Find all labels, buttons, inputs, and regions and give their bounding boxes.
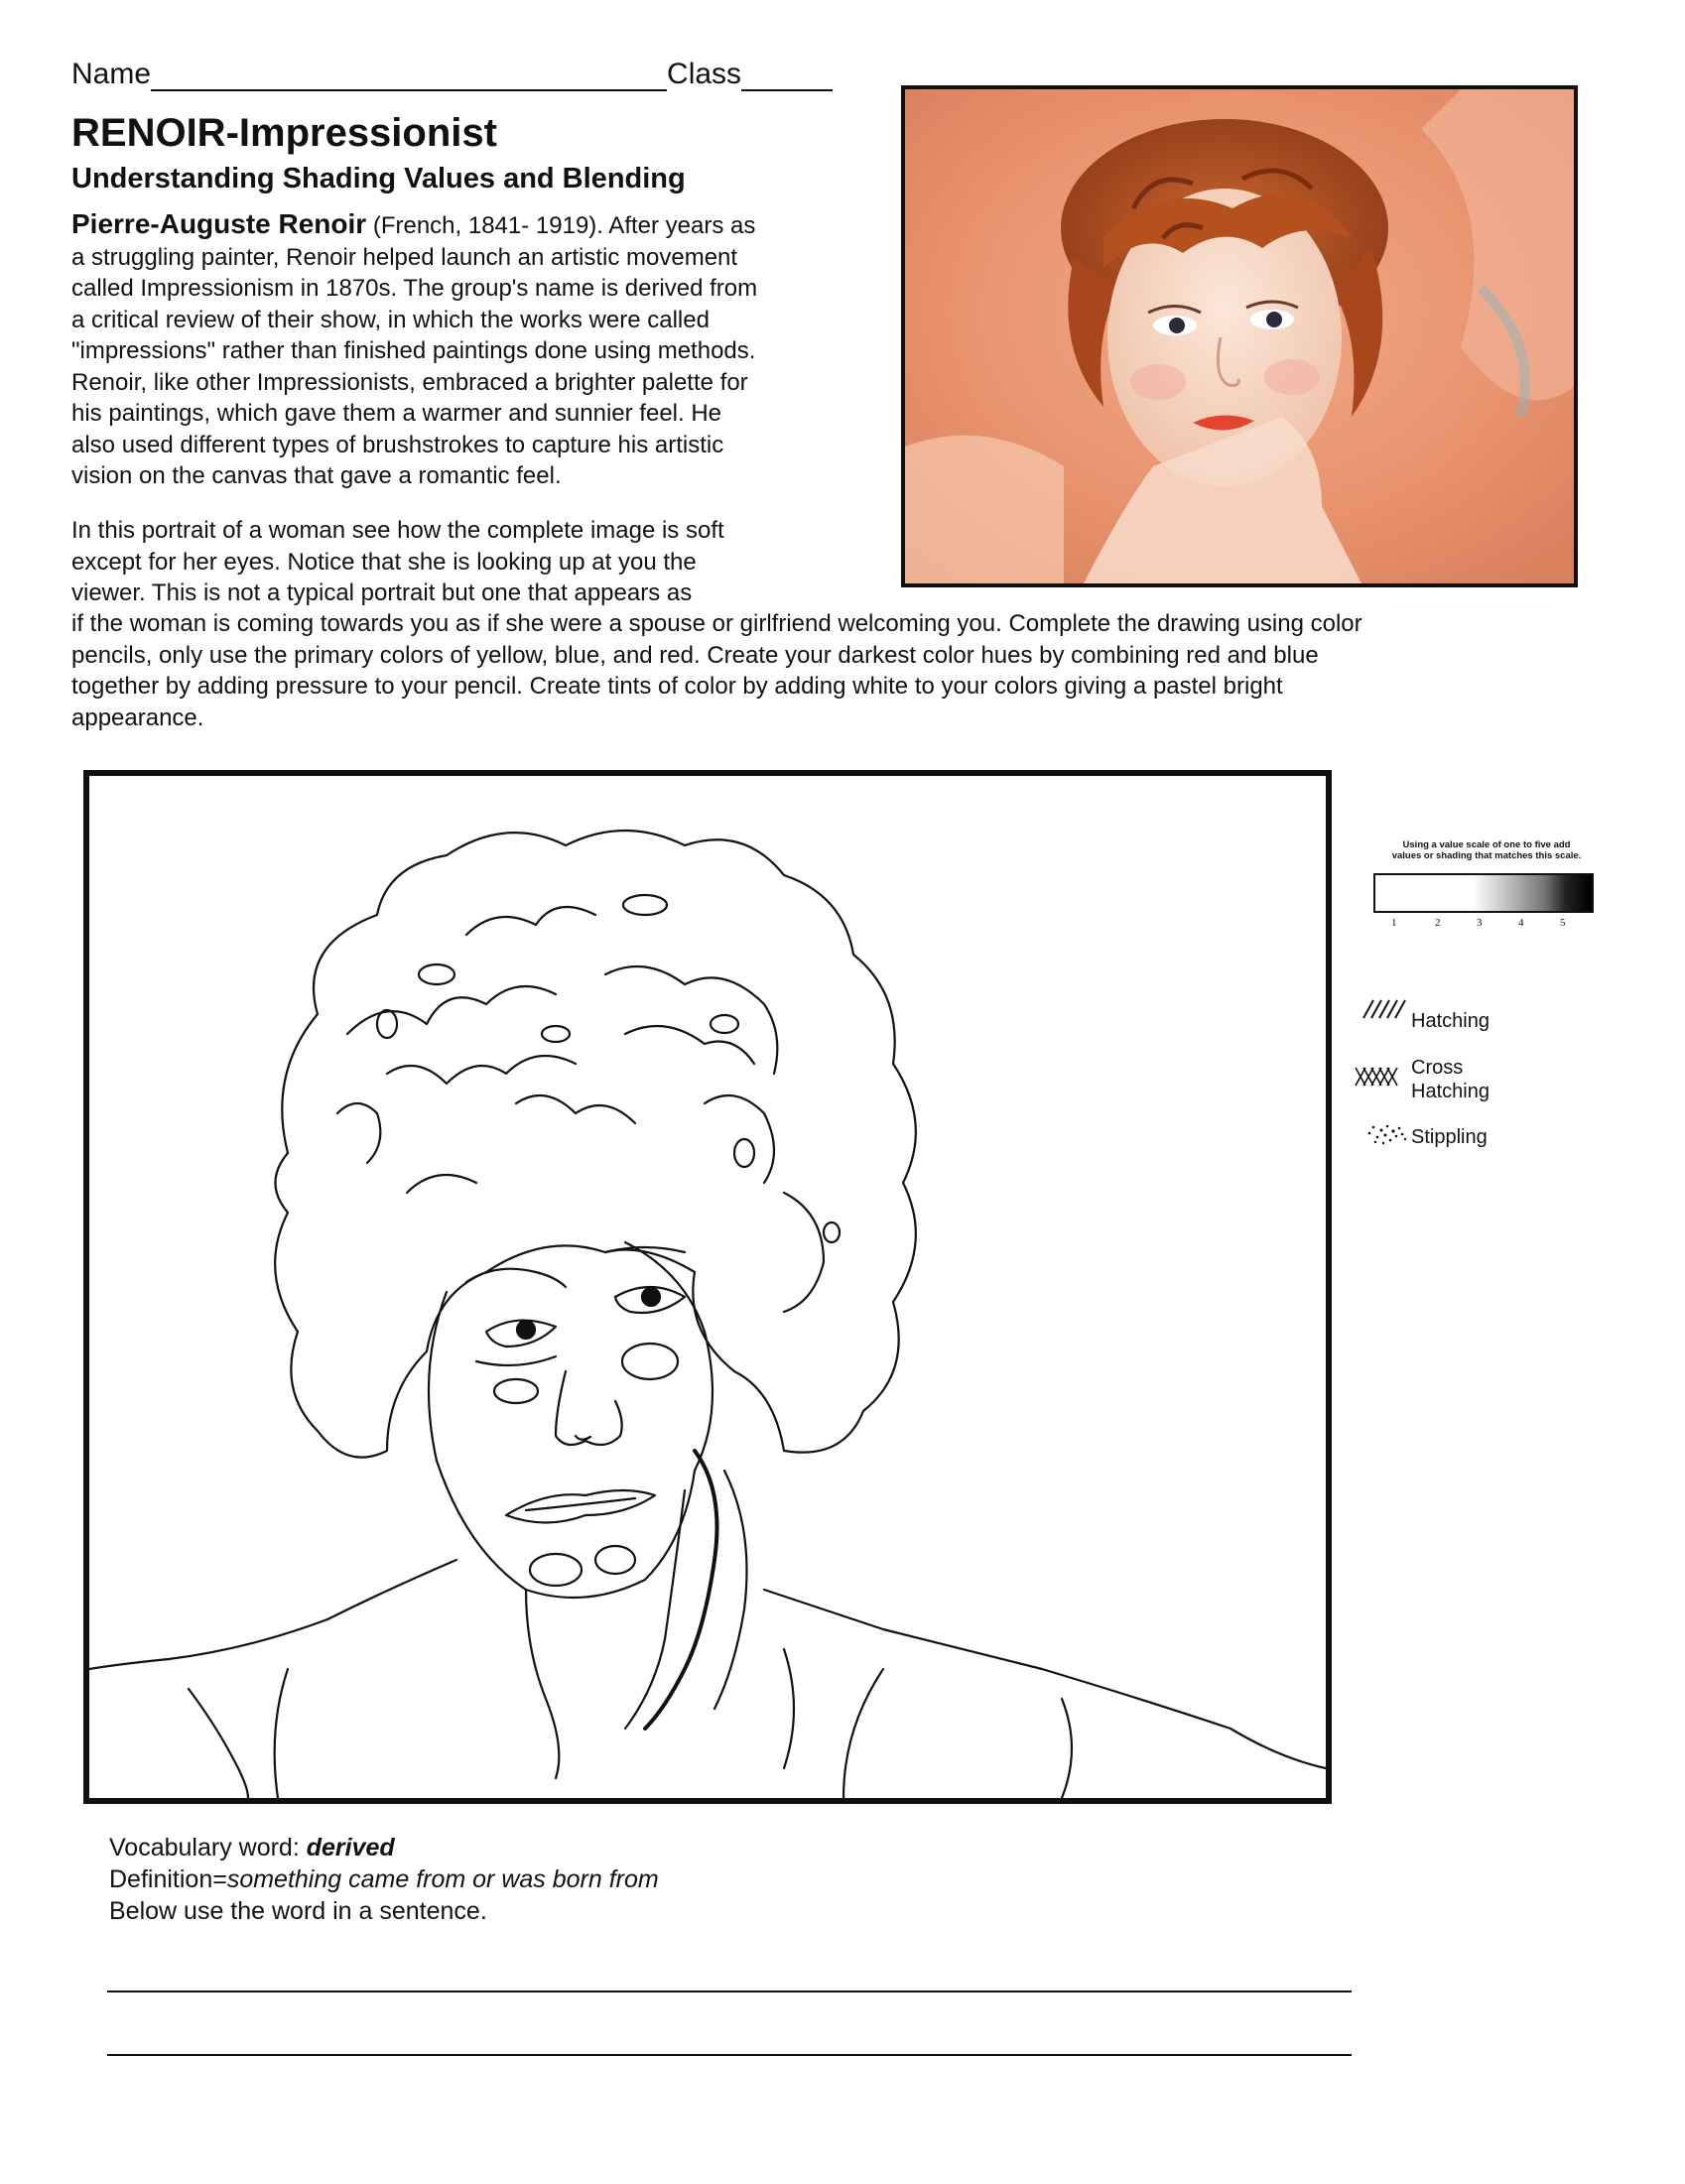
intro-line: also used different types of brushstrokes to capture his artistic (71, 431, 724, 458)
instruction-line: viewer. This is not a typical portrait but one that appears as (71, 579, 693, 606)
name-field[interactable] (151, 60, 667, 91)
answer-line-1[interactable] (107, 1991, 1352, 1992)
painting-image (905, 89, 1574, 583)
instruction-line: except for her eyes. Notice that she is looking up at you the (71, 548, 697, 576)
definition-label: Definition= (109, 1865, 227, 1893)
coloring-drawing[interactable] (83, 770, 1332, 1804)
intro-line: a struggling painter, Renoir helped launch an artistic movement (71, 243, 738, 271)
name-class-header (71, 58, 833, 91)
value-scale-number: 4 (1518, 917, 1524, 929)
vocabulary-word-line (109, 1834, 395, 1863)
definition-text: something came from or was born from (226, 1865, 659, 1893)
value-scale-caption-line: Using a value scale of one to five add (1402, 839, 1571, 850)
answer-line-2[interactable] (107, 2054, 1352, 2056)
value-scale-number: 2 (1435, 917, 1441, 929)
intro-line: (French, 1841- 1919). After years as (366, 212, 756, 239)
instruction-line: pencils, only use the primary colors of yellow, blue, and red. Create your darkest color hues by combining red and blue (71, 641, 1319, 669)
name-label: Name (71, 58, 152, 90)
intro-line: "impressions" rather than finished paintings done using methods. (71, 337, 756, 364)
value-scale-number: 5 (1560, 917, 1566, 929)
instructions-paragraph-continued (71, 608, 1560, 733)
instruction-line: In this portrait of a woman see how the complete image is soft (71, 517, 724, 544)
stippling-icon (1363, 1121, 1411, 1147)
line-art-portrait (89, 776, 1326, 1798)
renoir-painting (901, 85, 1578, 587)
hatching-icon (1360, 996, 1411, 1020)
cross-hatching-icon (1352, 1064, 1403, 1088)
instruction-line: together by adding pressure to your pencil. Create tints of color by adding white to your colors giving a pastel bright (71, 673, 1283, 700)
class-field[interactable] (741, 60, 833, 91)
page-subtitle: Understanding Shading Values and Blending (71, 163, 686, 194)
intro-paragraph (71, 208, 885, 492)
value-scale-caption (1369, 839, 1604, 861)
instruction-line: appearance. (71, 704, 204, 731)
hatching-sample (1360, 996, 1411, 1025)
class-label: Class (667, 58, 742, 90)
intro-line: a critical review of their show, in which the works were called (71, 306, 710, 333)
stippling-label: Stippling (1411, 1126, 1488, 1148)
cross-hatching-label-line: Hatching (1411, 1081, 1490, 1102)
sentence-instruction: Below use the word in a sentence. (109, 1897, 487, 1925)
artist-name: Pierre-Auguste Renoir (71, 208, 367, 239)
cross-hatching-label-line: Cross (1411, 1057, 1464, 1079)
intro-line: vision on the canvas that gave a romantic feel. (71, 462, 562, 489)
instruction-line: if the woman is coming towards you as if she were a spouse or girlfriend welcoming you. Complete the drawing using color (71, 610, 1362, 637)
stippling-sample (1363, 1121, 1411, 1152)
value-scale-number: 1 (1391, 917, 1397, 929)
hatching-label: Hatching (1411, 1010, 1490, 1032)
value-scale-number: 3 (1477, 917, 1483, 929)
vocabulary-word-label: Vocabulary word: (109, 1834, 307, 1862)
value-scale-caption-line: values or shading that matches this scale. (1391, 850, 1582, 861)
page-title: RENOIR-Impressionist (71, 111, 497, 155)
intro-line: his paintings, which gave them a warmer and sunnier feel. He (71, 400, 722, 427)
definition-line (109, 1865, 659, 1894)
value-scale-bar (1373, 873, 1594, 913)
cross-hatching-label (1411, 1056, 1490, 1103)
cross-hatching-sample (1352, 1064, 1403, 1092)
instructions-paragraph (71, 515, 855, 609)
vocabulary-word: derived (306, 1834, 395, 1862)
intro-line: Renoir, like other Impressionists, embraced a brighter palette for (71, 368, 748, 396)
intro-line: called Impressionism in 1870s. The group's name is derived from (71, 275, 758, 302)
